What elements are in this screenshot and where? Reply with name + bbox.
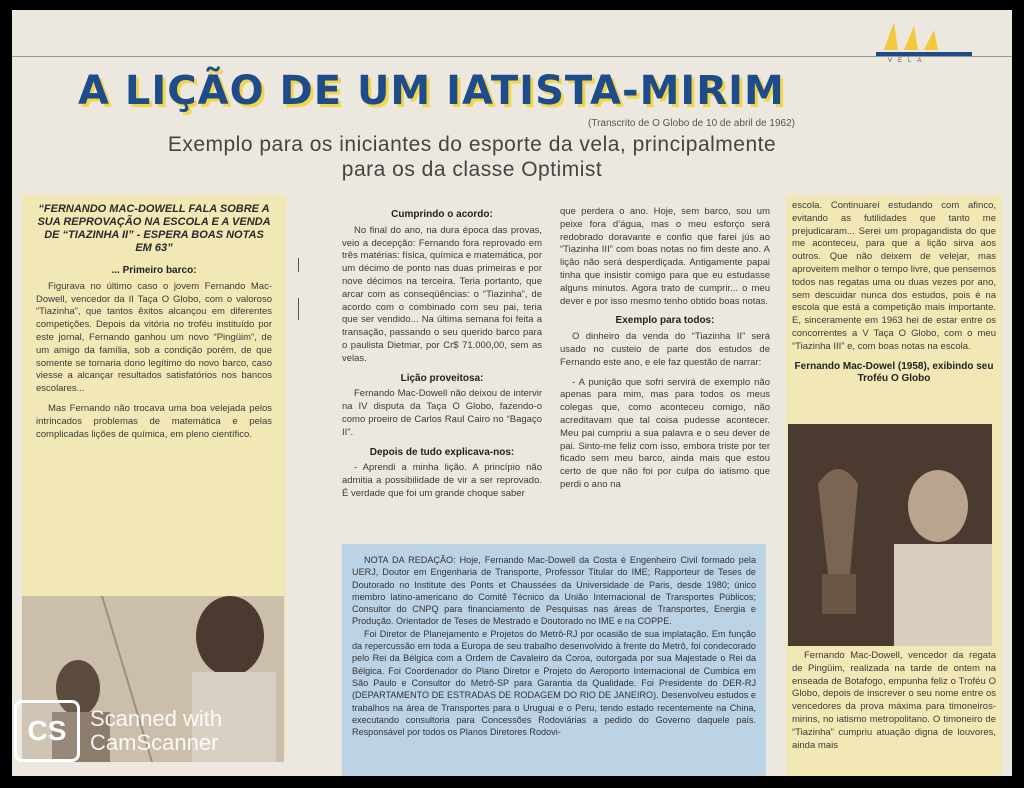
col3-paragraph-2: O dinheiro da venda do “Tiazinha II” será usado no custeio de parte dos estudos de Fernando este ano, e ele faz questão de narrar: — [560, 331, 770, 368]
note-paragraph-2: Foi Diretor de Planejamento e Projetos do Metrô-RJ por ocasião de sua implatação. Em função da repercussão em toda a Europa de seu trabalho desenvolvido à frente do Metrô, foi condecorado pelo Rei da Bélgica com a Ordem de Cavaleiro da Coroa, outorgada por sua Majestade o Rei da Bélgica. Foi Coordenador do Plano Diretor e Projeto do Aeroporto Internacional de Cumbica em São Paulo e Consultor do Metrô-SP para Garantia da Qualidade. Foi Presidente do DER-RJ (DEPARTAMENTO DE ESTRADAS DE RODAGEM DO RIO DE JANEIRO). Desenvolveu estudos e trabalhos na área de Transportes para o Uruguai e o Peru, tendo estado recentemente na China, executando consultoria para Concessões Rodoviárias a pedido do Governo daquele país. Responsável por todos os Planos Diretores Rodovi- — [352, 628, 756, 738]
watermark-line-2: CamScanner — [90, 730, 219, 755]
top-rule — [12, 56, 1012, 57]
editor-note-box — [342, 544, 766, 776]
watermark-text — [90, 707, 222, 755]
heading-exemplo: Exemplo para todos: — [615, 315, 715, 327]
photo2-caption-text — [792, 650, 996, 759]
subhead-line-2: para os da classe Optimist — [341, 158, 603, 181]
camscanner-logo-icon: CS — [14, 700, 80, 762]
col4-paragraph-2: Fernando Mac-Dowell, vencedor da regata de Pingüim, realizada na tarde de ontem na enseada de Botafogo, empunha feliz o Troféu O Globo, depois de inscrever o seu nome entre os vencedores da prova máxima para timoneiros-mirins, no iatismo metropolitano. O timoneiro de “Tiazinha” cumpriu atuação digna de louvores, ainda mais — [792, 650, 996, 751]
col2-paragraph-1: No final do ano, na dura época das provas, veio a decepção: Fernando fora reprovado em três matérias: física, química e matemática, por um décimo de ponto nas duas primeiras e por nove décimos na terceira. Teria portanto, que arcar com as conseqüências: o “Tiazinha”, de acordo com o combinado com seu pai, teria que ser vendido... Na última semana foi feita a transação, passando o seu querido barco para o paulista Dietmar, por Cr$ 71.000,00, sem as velas. — [342, 224, 542, 364]
column-4 — [792, 200, 996, 385]
photo-trophy — [788, 424, 992, 646]
column-2 — [342, 206, 542, 508]
col2-paragraph-3: - Aprendi a minha lição. A princípio não admitia a possibilidade de vir a ser reprovado. É verdade que foi um grande choque saber — [342, 462, 542, 499]
column-mark — [298, 258, 299, 272]
subhead-line-1: Exemplo para os iniciantes do esporte da vela, principalmente — [167, 133, 777, 156]
col3-paragraph-1: que perdera o ano. Hoje, sem barco, sou um peixe fora d’água, mas o meu esforço será redobrado doravante e confio que farei jús ao “Tiazinha III” com boas notas no fim deste ano. A lição não será desperdiçada. Antigamente papai tinha que insistir comigo para que eu estudasse alguns minutos. Agora trato de cumprir... o meu dever e por isso mesmo tenho obtido boas notas. — [560, 206, 770, 307]
col2-paragraph-2: Fernando Mac-Dowell não deixou de intervir na IV disputa da Taça O Globo, fazendo-o como proeiro de Carlos Raul Cairo no “Bagaço II”. — [342, 388, 542, 438]
column-3 — [560, 206, 770, 499]
col4-paragraph-1: escola. Continuarei estudando com afinco, evitando as futilidades que tanto me prejudicaram... Serei um propagandista do que me aconteceu, para que a lição sirva aos outros. Que não deixem de velejar, mas aproveitem melhor o tempo livre, que pensemos todos nas regatas uma ou duas vezes por ano, sem descuidar nunca dos estudos, pois é na escola que está a competição mais importante. E, sinceramente em 1963 hei de estar entre os concorrentes a V Taça O Globo, com o meu “Tiazinha III” e, com boas notas na escola. — [792, 200, 996, 352]
section-label: VELA — [888, 58, 928, 64]
heading-depois: Depois de tudo explicava-nos: — [369, 446, 515, 458]
subheadline — [72, 132, 872, 182]
watermark-line-1: Scanned with — [90, 706, 223, 731]
source-note: (Transcrito de O Globo de 10 de abril de 1962) — [588, 118, 795, 129]
col3-paragraph-3: - A punição que sofri servirá de exemplo não apenas para mim, mas para todos os meus colegas que, como aconteceu comigo, não acreditavam que tal coisa pudesse acontecer. Meu pai cumpriu a sua palavra e o seu dever de pai. Sinto-me feliz com isso, embora triste por ter ficado sem meu barco, ainda mais que estou certo de que não foi por culpa do iatismo que perdi o ano na — [560, 376, 770, 490]
lead-subtitle: ... Primeiro barco: — [111, 265, 197, 276]
lead-body — [22, 265, 286, 441]
lead-paragraph-1: Figurava no último caso o jovem Fernando Mac-Dowell, vencedor da II Taça O Globo, com o valoroso “Tiazinha”, que tantos êxitos alcançou em diferentes competições. Depois da vitória no troféu instituído por este jornal, Fernando ganhou um novo “Pingüim”, de um amigo da família, sob a condição porém, de que somente se tornaria dono legítimo do novo barco, caso viesse a alcançar resultados satisfatórios nos bancos escolares... — [36, 280, 272, 395]
camscanner-watermark — [14, 700, 222, 762]
column-mark — [298, 298, 299, 320]
photo-caption: Fernando Mac-Dowel (1958), exibindo seu Troféu O Globo — [794, 360, 994, 384]
lead-paragraph-2: Mas Fernando não trocava uma boa velejada pelos intrincados problemas de matemática e pelas complicadas lições de química, em pleno científico. — [36, 402, 272, 440]
editor-note-text — [342, 544, 766, 738]
lead-title: “FERNANDO MAC-DOWELL FALA SOBRE A SUA REPROVAÇÃO NA ESCOLA E A VENDA DE “TIAZINHA II” - ESPERA BOAS NOTAS EM 63” — [37, 203, 271, 254]
headline: A LIÇÃO DE UM IATISTA-MIRIM — [78, 68, 785, 114]
note-paragraph-1: NOTA DA REDAÇÃO: Hoje, Fernando Mac-Dowell da Costa é Engenheiro Civil formado pela UERJ, Doutor em Engenharia de Transporte, Professor Titular do IME; Rapporteur de Teses de Doutorado no Institute des Ponts et Chaussées da Universidade de Paris, desde 1980; único membro latino-americano do Comitê Técnico da União Internacional de Transportes Públicos; Consultor do CNPQ para financiamento de Pesquisas nas áreas de Transportes, Energia e Produção. Orientador de Teses de Mestrado e Doutorado no IME e na COPPE. — [352, 555, 756, 627]
heading-cumprindo: Cumprindo o acordo: — [391, 209, 493, 220]
heading-licao: Lição proveitosa: — [400, 372, 484, 384]
newspaper-page — [12, 10, 1012, 776]
